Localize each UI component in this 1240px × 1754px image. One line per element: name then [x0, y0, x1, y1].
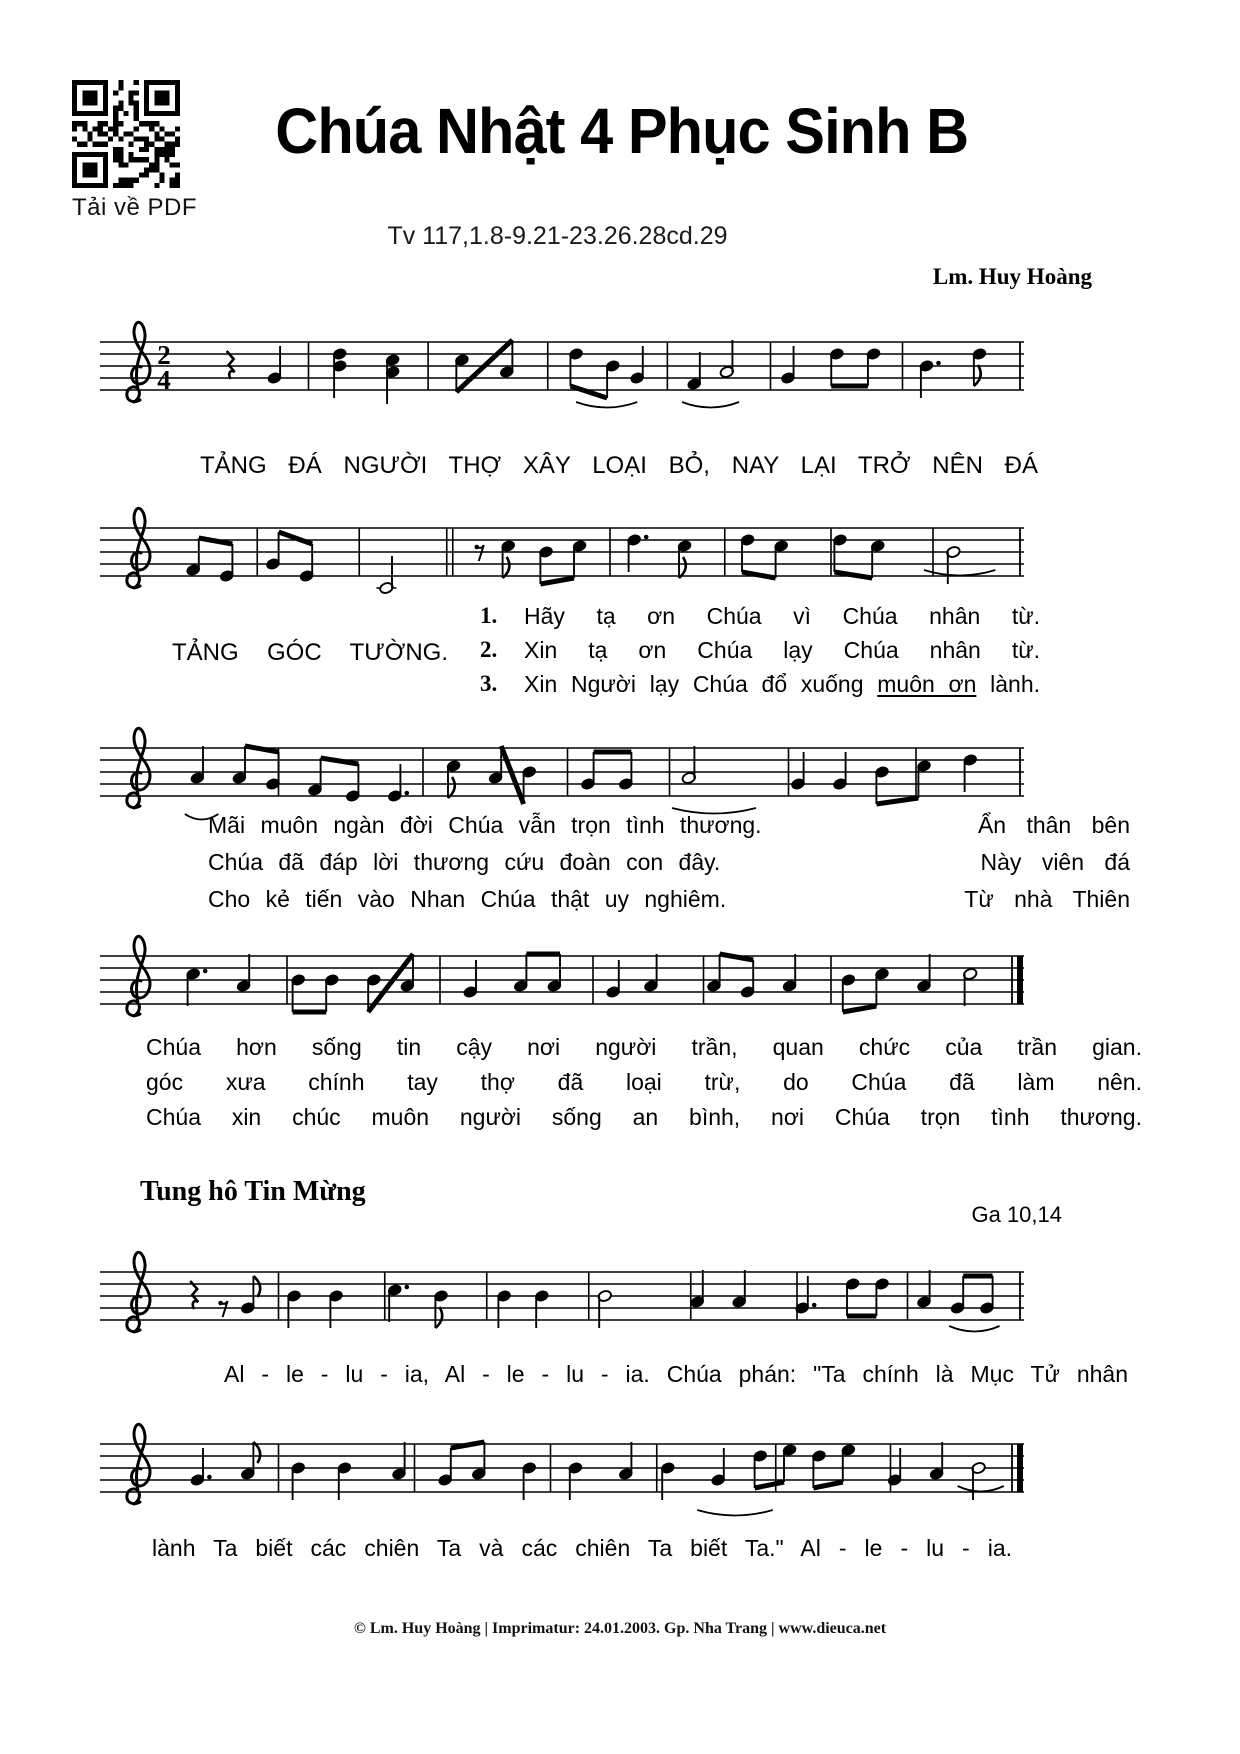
page-title: Chúa Nhật 4 Phục Sinh B [275, 95, 969, 167]
gospel-reference: Ga 10,14 [971, 1202, 1062, 1227]
lyric-line [208, 812, 1130, 849]
download-pdf-label[interactable]: Tải về PDF [72, 194, 198, 221]
lyric-left-segment: Mãi muôn ngàn đời Chúa vẫn trọn tình thương. [208, 812, 762, 838]
lyric-right-segment: Ẩn thân bên [977, 812, 1130, 838]
lyric-left-segment: Cho kẻ tiến vào Nhan Chúa thật uy nghiêm. [208, 886, 727, 912]
staff-system-1 [98, 296, 1028, 446]
lyric-line: Chúa xin chúc muôn người sống an bình, nơi Chúa trọn tình thương. [146, 1104, 1142, 1130]
lyric-line: góc xưa chính tay thợ đã loại trừ, do Chúa đã làm nên. [146, 1069, 1142, 1095]
lyric-right-segment: Này viên đá [980, 849, 1130, 875]
refrain-lyrics-line-2: TẢNG GÓC TƯỜNG. [172, 639, 448, 666]
staff-system-6 [98, 1398, 1028, 1548]
verse-1-text: Hãy tạ ơn Chúa vì Chúa nhân từ. [524, 603, 1040, 629]
composer-name: Lm. Huy Hoàng [932, 264, 1092, 289]
lyric-line [208, 886, 1130, 923]
lyric-left-segment: Chúa đã đáp lời thương cứu đoàn con đây. [208, 849, 721, 875]
verse-3-underlined: muôn ơn [877, 671, 977, 697]
verse-1 [480, 603, 1040, 637]
lyric-line: Chúa hơn sống tin cậy nơi người trần, quan chức của trần gian. [146, 1034, 1142, 1060]
verse-continuation-lines-a [208, 812, 1130, 923]
copyright-footer: © Lm. Huy Hoàng | Imprimatur: 24.01.2003. Gp. Nha Trang | www.dieuca.net [353, 1620, 887, 1637]
verse-3 [480, 671, 1040, 705]
gospel-acclamation-heading: Tung hô Tin Mừng [140, 1176, 366, 1207]
svg-text:2: 2 [157, 340, 171, 370]
lyric-line [208, 849, 1130, 886]
verse-continuation-lines-b [146, 1034, 1142, 1139]
verse-3-number: 3. [480, 671, 498, 696]
lyric-right-segment: Từ nhà Thiên [964, 886, 1130, 912]
staff-system-5 [98, 1226, 1028, 1376]
verse-list [480, 603, 1040, 705]
refrain-lyrics-line-1: TẢNG ĐÁ NGƯỜI THỢ XÂY LOẠI BỎ, NAY LẠI TRỞ NÊN ĐÁ [200, 452, 1038, 479]
alleluia-lyrics-line-2: lành Ta biết các chiên Ta và các chiên Ta biết Ta." Al - le - lu - ia. [152, 1535, 1012, 1561]
verse-2-text: Xin tạ ơn Chúa lạy Chúa nhân từ. [524, 637, 1040, 663]
verse-3-text: Xin Người lạy Chúa đổ xuống [524, 671, 864, 697]
psalm-reference: Tv 117,1.8-9.21-23.26.28cd.29 [387, 222, 728, 250]
verse-1-number: 1. [480, 603, 498, 628]
verse-2 [480, 637, 1040, 671]
verse-2-number: 2. [480, 637, 498, 662]
svg-text:4: 4 [157, 365, 171, 395]
alleluia-lyrics-line-1: Al - le - lu - ia, Al - le - lu - ia. Chúa phán: "Ta chính là Mục Tử nhân [224, 1361, 1128, 1387]
verse-3-tail: lành. [990, 671, 1040, 697]
